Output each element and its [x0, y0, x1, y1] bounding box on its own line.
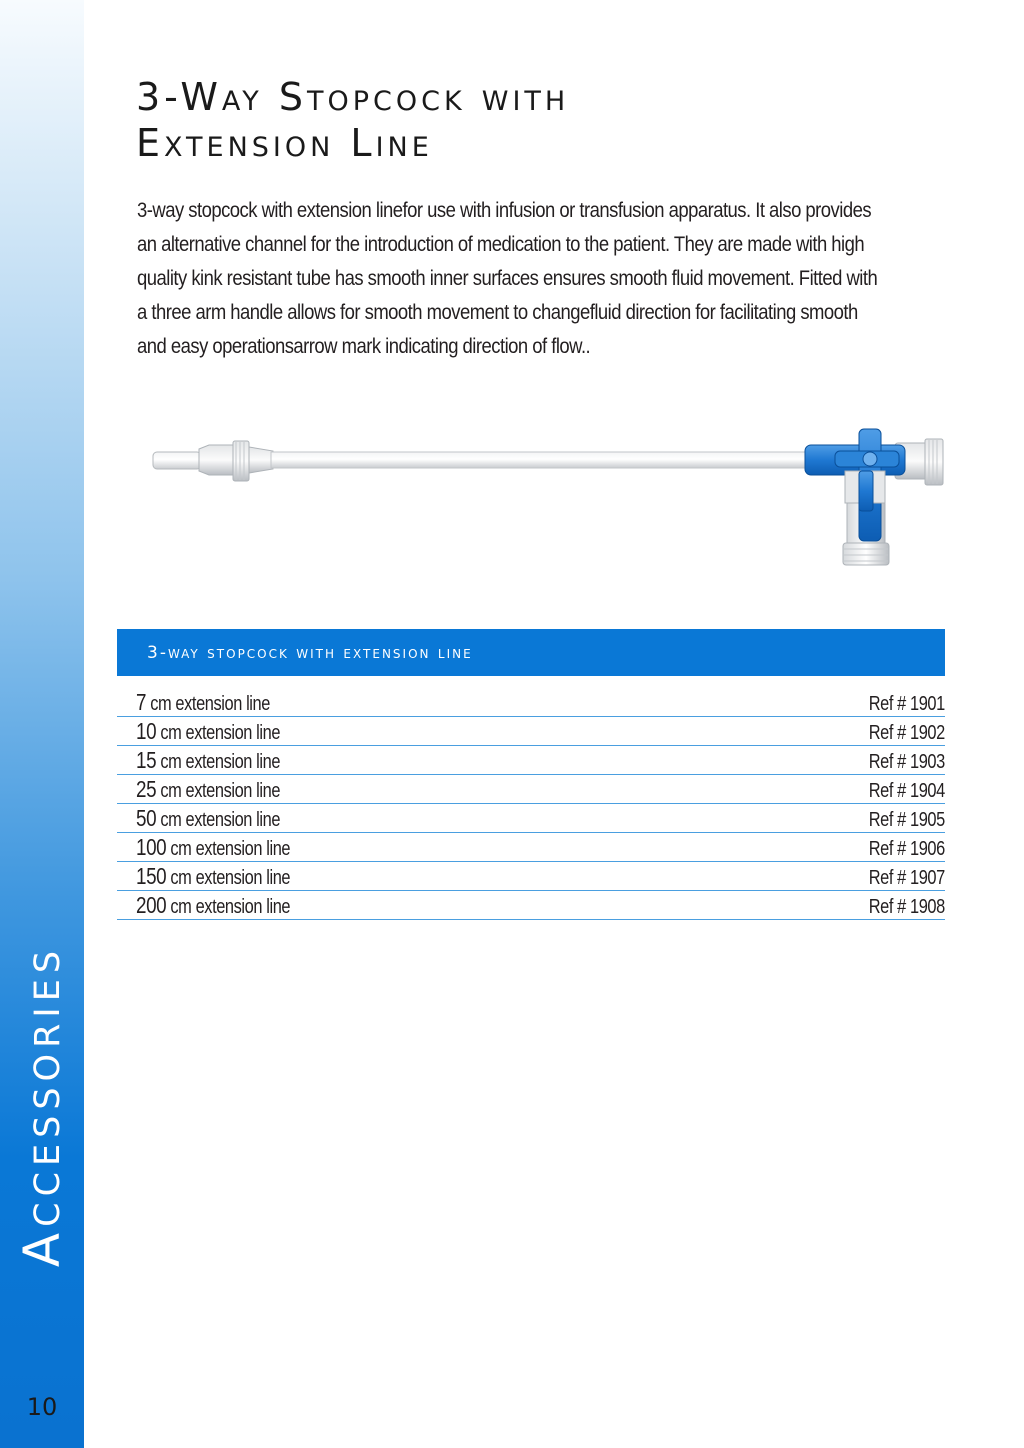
row-size-unit: cm extension line [166, 867, 291, 889]
table-row [117, 891, 945, 920]
table-row [117, 775, 945, 804]
table-row [117, 833, 945, 862]
table-header [117, 629, 945, 676]
row-size-number: 25 [136, 776, 157, 802]
title-line-2: Extension Line [136, 121, 433, 165]
row-size-unit: cm extension line [166, 896, 291, 918]
row-ref: Ref # 1901 [868, 693, 945, 715]
row-ref: Ref # 1906 [868, 838, 945, 860]
table-row [117, 688, 945, 717]
row-size-label [136, 864, 290, 890]
row-ref: Ref # 1907 [868, 867, 945, 889]
product-description: 3-way stopcock with extension linefor use with infusion or transfusion apparatus. It also provides an alternative channel for the introduction of medication to the patient. They are made with high quality kink resistant tube has smooth inner surfaces ensures smooth fluid movement. Fitted with a three arm handle allows for smooth movement to changefluid direction for facilitating smooth and easy operationsarrow mark indicating direction of flow.. [137, 199, 878, 358]
row-ref: Ref # 1902 [868, 722, 945, 744]
table-row [117, 746, 945, 775]
row-size-number: 200 [136, 892, 167, 918]
row-size-unit: cm extension line [156, 809, 281, 831]
row-size-number: 15 [136, 747, 157, 773]
row-ref: Ref # 1904 [868, 780, 945, 802]
row-size-number: 7 [136, 689, 147, 715]
stopcock-product-image [145, 415, 955, 595]
row-size-unit: cm extension line [146, 693, 270, 715]
page-number: 10 [26, 1393, 58, 1421]
table-row [117, 862, 945, 891]
row-size-unit: cm extension line [156, 722, 281, 744]
row-size-label [136, 748, 280, 774]
row-size-label [136, 777, 280, 803]
row-size-unit: cm extension line [156, 780, 281, 802]
row-ref: Ref # 1908 [868, 896, 945, 918]
row-size-unit: cm extension line [166, 838, 291, 860]
table-header-title: 3-way stopcock with extension line [147, 643, 473, 663]
row-size-label [136, 835, 290, 861]
section-label: Accessories [13, 944, 71, 1268]
page-title [136, 74, 956, 166]
row-size-label [136, 719, 280, 745]
row-size-label [136, 806, 280, 832]
table-row [117, 804, 945, 833]
title-line-1: 3-Way Stopcock with [136, 75, 570, 119]
row-size-label [136, 690, 270, 716]
table-row [117, 717, 945, 746]
row-ref: Ref # 1903 [868, 751, 945, 773]
row-size-number: 100 [136, 834, 167, 860]
reference-table [117, 688, 945, 920]
row-size-number: 10 [136, 718, 157, 744]
row-size-number: 150 [136, 863, 167, 889]
row-size-number: 50 [136, 805, 157, 831]
row-size-label [136, 893, 290, 919]
row-ref: Ref # 1905 [868, 809, 945, 831]
row-size-unit: cm extension line [156, 751, 281, 773]
